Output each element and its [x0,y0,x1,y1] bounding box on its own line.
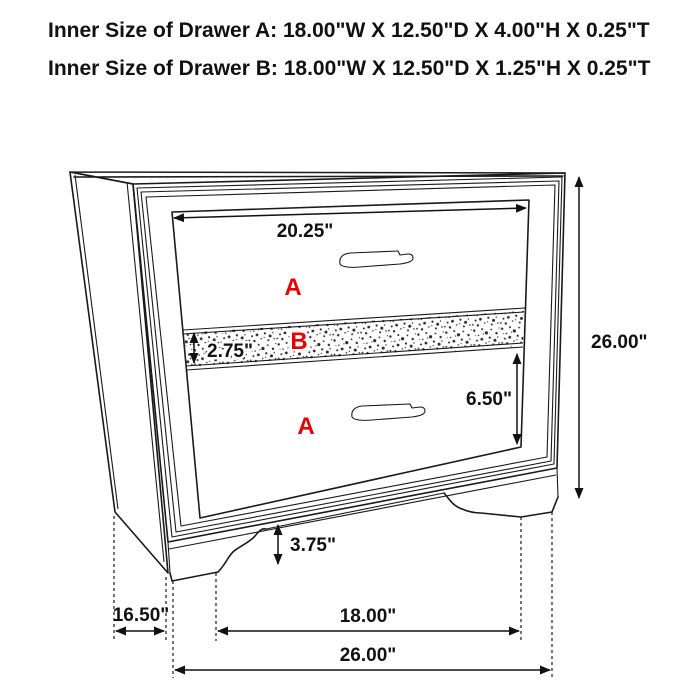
side-panel-outline [70,172,168,573]
dim-opening-width-label: 20.25" [276,221,334,242]
apron-lines [168,468,558,573]
side-panel [70,172,168,573]
nightstand-top [70,172,565,184]
title-line-drawer-a: Inner Size of Drawer A: 18.00"W X 12.50"D X 4.00"H X 0.25"T [48,19,650,42]
dim-inner-width-label: 18.00" [339,606,397,627]
label-drawer-a-top: A [284,274,302,301]
left-foot [170,529,266,581]
top-edge-lines [70,172,565,184]
title-line-drawer-b: Inner Size of Drawer B: 18.00"W X 12.50"D X 1.25"H X 0.25"T [48,57,651,80]
label-drawer-a-bottom: A [297,413,315,440]
drawer-handle-bottom [352,404,425,420]
drawer-handle-top [340,251,413,267]
dim-leg-height-label: 3.75" [290,535,336,556]
dim-middle-drawer-height-label: 2.75" [207,341,253,362]
label-drawer-b: B [290,328,308,355]
dim-total-height-label: 26.00" [591,332,648,353]
right-foot [444,493,558,517]
dimension-lines [116,177,579,670]
dim-bottom-drawer-height-label: 6.50" [466,389,512,410]
dim-total-width-label: 26.00" [339,645,397,666]
base-apron [168,468,558,573]
dim-side-depth-label: 16.50" [112,605,170,626]
